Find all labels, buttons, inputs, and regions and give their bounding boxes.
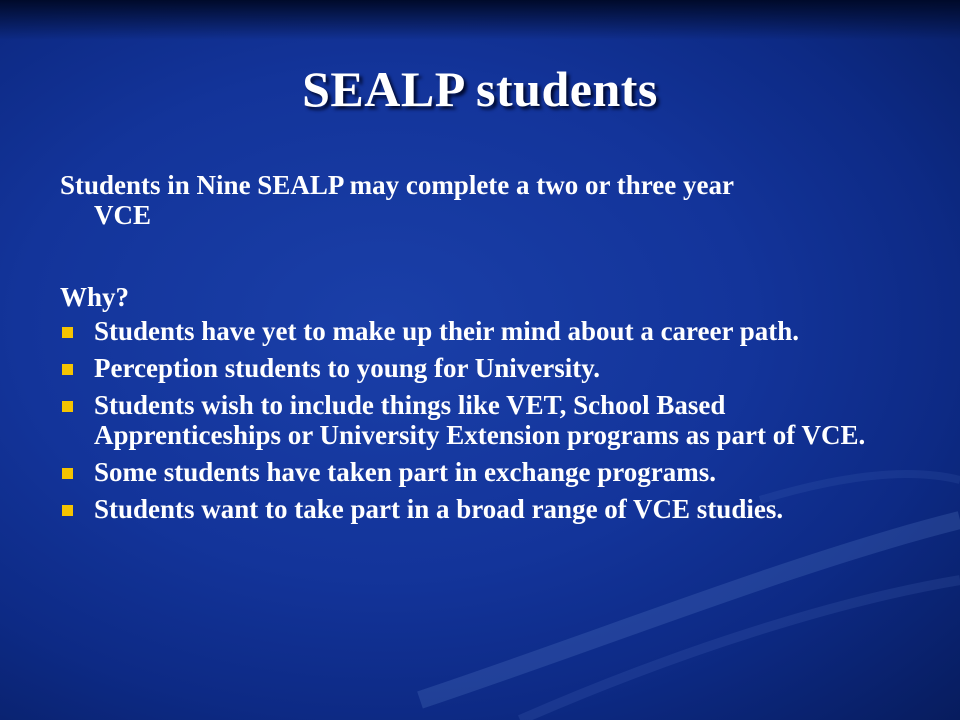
slide-title: SEALP students — [302, 61, 658, 117]
intro-line-1: Students in Nine SEALP may complete a two or three year — [60, 170, 734, 200]
bullet-text: Students wish to include things like VET, School Based Apprenticeships or University Extension programs as part of VCE. — [94, 390, 866, 450]
square-bullet-icon — [62, 327, 73, 338]
intro-line-2: VCE — [94, 200, 152, 230]
bullet-text: Perception students to young for University. — [94, 353, 600, 383]
slide-content — [60, 170, 900, 531]
list-item — [60, 390, 900, 450]
list-item — [60, 457, 900, 487]
why-label: Why? — [60, 282, 130, 312]
list-item — [60, 494, 900, 524]
bullet-text: Students want to take part in a broad range of VCE studies. — [94, 494, 784, 524]
square-bullet-icon — [62, 401, 73, 412]
square-bullet-icon — [62, 468, 73, 479]
square-bullet-icon — [62, 364, 73, 375]
bullet-text: Students have yet to make up their mind about a career path. — [94, 316, 800, 346]
bullet-text: Some students have taken part in exchange programs. — [94, 457, 717, 487]
bullet-list — [60, 316, 900, 524]
intro-text — [60, 170, 900, 230]
list-item — [60, 316, 900, 346]
list-item — [60, 353, 900, 383]
square-bullet-icon — [62, 505, 73, 516]
